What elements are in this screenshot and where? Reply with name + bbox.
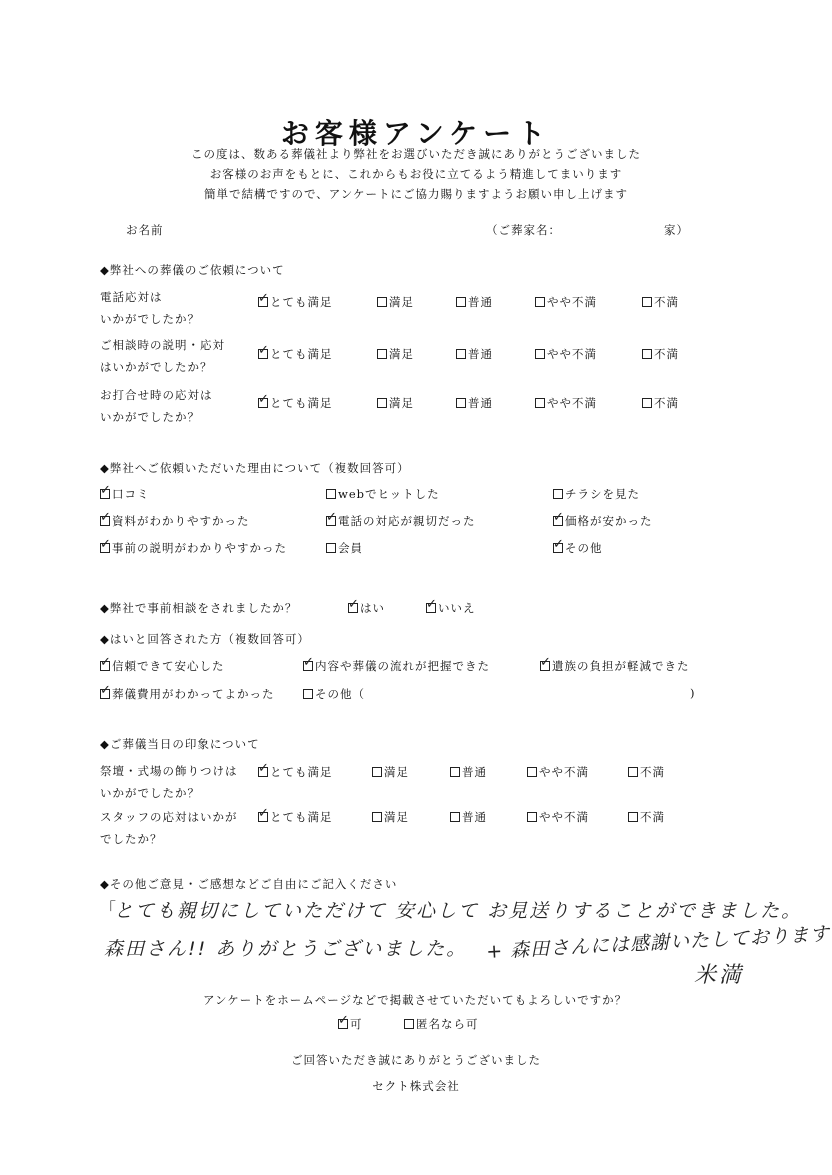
checkmark-icon: ✓ (258, 806, 270, 821)
checkmark-icon: ✓ (100, 483, 112, 498)
q1-line-1: 電話応対は (100, 290, 163, 304)
checkmark-icon: ✓ (338, 1013, 350, 1028)
option-label: とても満足 (270, 396, 333, 410)
handwritten-comment-line-1: とても親切にしていただけて 安心して お見送りすることができました。 (114, 900, 803, 922)
reason-phone[interactable] (326, 510, 476, 529)
option-label: 遺族の負担が軽減できた (552, 659, 690, 673)
intro-line-3: 簡単で結構ですので、アンケートにご協力賜りますようお願い申し上げます (203, 187, 629, 201)
checkbox[interactable] (404, 1019, 414, 1029)
checkbox[interactable] (450, 812, 460, 822)
checkmark-icon: ✓ (303, 655, 315, 670)
family-name-suffix: 家） (664, 223, 689, 237)
checkbox[interactable] (377, 349, 387, 359)
checkbox[interactable] (372, 767, 382, 777)
checkbox[interactable] (100, 683, 112, 699)
checkbox[interactable] (377, 297, 387, 307)
checkmark-icon: ✓ (426, 597, 438, 612)
q5-opt-neutral[interactable] (450, 809, 487, 825)
option-label: 普通 (462, 765, 487, 779)
checkbox[interactable] (303, 689, 313, 699)
option-label: 匿名なら可 (416, 1017, 479, 1031)
yes-reason-cost[interactable] (100, 683, 275, 702)
q5-opt-dissatisfied[interactable] (628, 809, 665, 825)
checkmark-icon: ✓ (348, 597, 360, 612)
checkmark-icon: ✓ (540, 655, 552, 670)
option-label: 電話の対応が親切だった (338, 514, 476, 528)
option-label: 価格が安かった (565, 514, 653, 528)
section-6-title: ◆その他ご意見・ご感想などご自由にご記入ください (100, 877, 398, 891)
option-label: webでヒットした (338, 487, 440, 501)
q4-opt-very-satisfied[interactable] (258, 761, 333, 780)
checkbox[interactable] (553, 510, 565, 526)
reason-flyer[interactable] (553, 486, 640, 502)
option-label: やや不満 (547, 396, 597, 410)
checkbox[interactable] (258, 392, 270, 408)
q3-opt-dissatisfied[interactable] (642, 395, 679, 411)
checkbox[interactable] (535, 398, 545, 408)
consent-anonymous[interactable] (404, 1016, 479, 1032)
q1-opt-neutral[interactable] (456, 294, 493, 310)
option-label: いいえ (438, 601, 476, 615)
option-label: 満足 (384, 765, 409, 779)
option-label: はい (360, 601, 385, 615)
checkmark-icon: ✓ (100, 510, 112, 525)
other-close-paren: ) (690, 686, 696, 700)
option-label: やや不満 (547, 347, 597, 361)
checkbox[interactable] (348, 597, 360, 613)
checkbox[interactable] (553, 489, 563, 499)
checkbox[interactable] (535, 349, 545, 359)
q2-opt-neutral[interactable] (456, 346, 493, 362)
checkbox[interactable] (642, 398, 652, 408)
q1-opt-dissatisfied[interactable] (642, 294, 679, 310)
consent-ok[interactable] (338, 1013, 363, 1032)
consent-question: アンケートをホームページなどで掲載させていただいてもよろしいですか？ (203, 993, 628, 1007)
checkmark-icon: ✓ (553, 537, 565, 552)
checkmark-icon: ✓ (258, 761, 270, 776)
option-label: 普通 (468, 347, 493, 361)
checkbox[interactable] (338, 1013, 350, 1029)
q2-opt-satisfied[interactable] (377, 346, 414, 362)
checkbox[interactable] (628, 812, 638, 822)
reason-prior-explanation[interactable] (100, 537, 287, 556)
option-label: やや不満 (539, 765, 589, 779)
option-label: 満足 (389, 347, 414, 361)
option-label: 葬儀費用がわかってよかった (112, 687, 275, 701)
option-label: やや不満 (539, 810, 589, 824)
checkbox[interactable] (100, 537, 112, 553)
checkmark-icon: ✓ (100, 655, 112, 670)
section-5-title: ◆ご葬儀当日の印象について (100, 737, 260, 751)
option-label: 不満 (654, 347, 679, 361)
q1-opt-satisfied[interactable] (377, 294, 414, 310)
handwritten-signature: 米満 (694, 963, 745, 988)
q3-label (100, 384, 213, 428)
q2-line-2: はいかがでしたか？ (100, 360, 213, 374)
q3-opt-somewhat-dissatisfied[interactable] (535, 395, 597, 411)
option-label: 口コミ (112, 487, 150, 501)
checkbox[interactable] (426, 597, 438, 613)
footer-thanks: ご回答いただき誠にありがとうございました (291, 1053, 541, 1067)
checkbox[interactable] (540, 655, 552, 671)
q2-line-1: ご相談時の説明・応対 (100, 338, 225, 352)
checkmark-icon: ✓ (553, 510, 565, 525)
reason-price[interactable] (553, 510, 653, 529)
section-2-title: ◆弊社へご依頼いただいた理由について（複数回答可） (100, 461, 410, 475)
checkbox[interactable] (100, 510, 112, 526)
q2-opt-very-satisfied[interactable] (258, 343, 333, 362)
checkmark-icon: ✓ (258, 291, 270, 306)
q4-label (100, 760, 238, 804)
q2-opt-somewhat-dissatisfied[interactable] (535, 346, 597, 362)
option-label: とても満足 (270, 765, 333, 779)
checkbox[interactable] (258, 343, 270, 359)
q1-opt-somewhat-dissatisfied[interactable] (535, 294, 597, 310)
intro-line-1: この度は、数ある葬儀社より弊社をお選びいただき誠にありがとうございました (191, 147, 641, 161)
checkbox[interactable] (372, 812, 382, 822)
checkbox[interactable] (100, 483, 112, 499)
intro-line-2: お客様のお声をもとに、これからもお役に立てるよう精進してまいります (209, 167, 623, 181)
checkbox[interactable] (303, 655, 315, 671)
q5-opt-somewhat-dissatisfied[interactable] (527, 809, 589, 825)
comment-open-bracket: 「 (100, 899, 118, 918)
q2-label (100, 334, 225, 378)
checkbox[interactable] (450, 767, 460, 777)
q5-opt-very-satisfied[interactable] (258, 806, 333, 825)
option-label: とても満足 (270, 295, 333, 309)
q4-opt-neutral[interactable] (450, 764, 487, 780)
reason-other[interactable] (553, 537, 603, 556)
reason-member[interactable] (326, 540, 363, 556)
checkbox[interactable] (326, 543, 336, 553)
q5-label (100, 806, 238, 850)
handwritten-comment-line-2: 森田さん!! ありがとうございました。 (104, 938, 468, 960)
prior-consult-yes[interactable] (348, 597, 385, 616)
q3-opt-very-satisfied[interactable] (258, 392, 333, 411)
option-label: 事前の説明がわかりやすかった (112, 541, 287, 555)
option-label: 普通 (468, 396, 493, 410)
q5-line-2: でしたか？ (100, 832, 163, 846)
prior-consult-no[interactable] (426, 597, 476, 616)
reason-web[interactable] (326, 486, 440, 502)
q1-label (100, 286, 200, 330)
checkbox[interactable] (456, 297, 466, 307)
option-label: 不満 (654, 396, 679, 410)
checkbox[interactable] (527, 812, 537, 822)
checkbox[interactable] (628, 767, 638, 777)
q3-opt-satisfied[interactable] (377, 395, 414, 411)
checkmark-icon: ✓ (258, 392, 270, 407)
checkbox[interactable] (456, 349, 466, 359)
q3-line-2: いかがでしたか？ (100, 410, 200, 424)
yes-reason-other[interactable] (303, 686, 365, 702)
section-3-title: ◆弊社で事前相談をされましたか？ (100, 601, 298, 615)
checkbox[interactable] (642, 349, 652, 359)
q4-opt-satisfied[interactable] (372, 764, 409, 780)
option-label: 満足 (389, 295, 414, 309)
option-label: その他（ (315, 687, 365, 701)
option-label: 普通 (468, 295, 493, 309)
q2-opt-dissatisfied[interactable] (642, 346, 679, 362)
checkmark-icon: ✓ (100, 683, 112, 698)
checkbox[interactable] (456, 398, 466, 408)
option-label: その他 (565, 541, 603, 555)
option-label: 内容や葬儀の流れが把握できた (315, 659, 490, 673)
option-label: とても満足 (270, 810, 333, 824)
q4-opt-dissatisfied[interactable] (628, 764, 665, 780)
yes-reason-flow[interactable] (303, 655, 490, 674)
q5-opt-satisfied[interactable] (372, 809, 409, 825)
checkbox[interactable] (326, 510, 338, 526)
option-label: 不満 (640, 810, 665, 824)
yes-reason-burden[interactable] (540, 655, 690, 674)
option-label: 不満 (654, 295, 679, 309)
checkbox[interactable] (258, 291, 270, 307)
checkbox[interactable] (642, 297, 652, 307)
yes-reason-trust[interactable] (100, 655, 225, 674)
checkbox[interactable] (258, 806, 270, 822)
checkmark-icon: ✓ (258, 343, 270, 358)
checkmark-icon: ✓ (326, 510, 338, 525)
checkbox[interactable] (377, 398, 387, 408)
checkbox[interactable] (100, 655, 112, 671)
survey-title: お客様アンケート (280, 117, 552, 150)
option-label: 可 (350, 1017, 363, 1031)
section-1-title: ◆弊社への葬儀のご依頼について (100, 263, 285, 277)
q4-line-2: いかがでしたか？ (100, 786, 200, 800)
option-label: 普通 (462, 810, 487, 824)
option-label: チラシを見た (565, 487, 640, 501)
option-label: 会員 (338, 541, 363, 555)
option-label: 満足 (389, 396, 414, 410)
q5-line-1: スタッフの応対はいかが (100, 810, 238, 824)
handwritten-comment-line-3: + 森田さんには感謝いたしております (485, 923, 831, 963)
reason-materials[interactable] (100, 510, 250, 529)
option-label: とても満足 (270, 347, 333, 361)
checkbox[interactable] (258, 761, 270, 777)
checkbox[interactable] (535, 297, 545, 307)
checkbox[interactable] (527, 767, 537, 777)
option-label: やや不満 (547, 295, 597, 309)
section-4-title: ◆はいと回答された方（複数回答可） (100, 632, 310, 646)
q1-opt-very-satisfied[interactable] (258, 291, 333, 310)
footer-company: セクト株式会社 (372, 1079, 460, 1093)
checkbox[interactable] (326, 489, 336, 499)
option-label: 資料がわかりやすかった (112, 514, 250, 528)
checkmark-icon: ✓ (100, 537, 112, 552)
checkbox[interactable] (553, 537, 565, 553)
option-label: 不満 (640, 765, 665, 779)
q3-line-1: お打合せ時の応対は (100, 388, 213, 402)
option-label: 信頼できて安心した (112, 659, 225, 673)
q3-opt-neutral[interactable] (456, 395, 493, 411)
option-label: 満足 (384, 810, 409, 824)
name-label: お名前 (126, 223, 164, 237)
reason-word-of-mouth[interactable] (100, 483, 150, 502)
q1-line-2: いかがでしたか？ (100, 312, 200, 326)
family-name-label: （ご葬家名： (486, 223, 561, 237)
q4-opt-somewhat-dissatisfied[interactable] (527, 764, 589, 780)
q4-line-1: 祭壇・式場の飾りつけは (100, 764, 238, 778)
